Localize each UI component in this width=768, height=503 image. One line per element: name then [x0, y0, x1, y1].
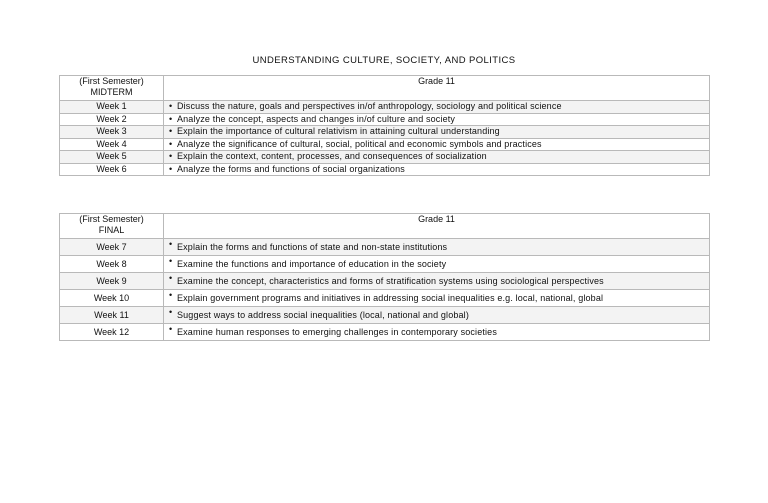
competency-text: Analyze the forms and functions of social organizations [177, 163, 405, 174]
week-row [60, 138, 710, 151]
competency-text: Explain the context, content, processes, and consequences of socialization [177, 151, 487, 162]
learning-competency [164, 307, 710, 324]
competency-text: Examine the concept, characteristics and forms of stratification systems using sociological perspectives [177, 275, 604, 286]
grade-label: Grade 11 [418, 214, 455, 224]
week-label: Week 3 [60, 126, 164, 139]
competency-text: Explain the importance of cultural relativism in attaining cultural understanding [177, 126, 500, 137]
grade-cell [164, 214, 710, 239]
document-title: UNDERSTANDING CULTURE, SOCIETY, AND POLITICS [252, 55, 516, 66]
week-row [60, 324, 710, 341]
week-row [60, 273, 710, 290]
week-label: Week 12 [60, 324, 164, 341]
competency-text: Suggest ways to address social inequalities (local, national and global) [177, 309, 469, 320]
bullet-icon: • [169, 113, 173, 124]
week-label: Week 4 [60, 138, 164, 151]
learning-competency [164, 101, 710, 114]
bullet-icon: • [169, 126, 173, 136]
learning-competency [164, 290, 710, 307]
competency-text: Analyze the concept, aspects and changes in/of culture and society [177, 113, 456, 124]
week-row [60, 126, 710, 139]
learning-competency [164, 273, 710, 290]
term-label: MIDTERM [90, 87, 133, 97]
semester-label: (First Semester) [79, 76, 144, 86]
competency-text: Discuss the nature, goals and perspectives in/of anthropology, sociology and political science [177, 101, 562, 112]
bullet-icon: • [169, 307, 173, 317]
learning-competency [164, 151, 710, 164]
midterm-schedule-table [59, 75, 710, 176]
week-row [60, 163, 710, 176]
learning-competency [164, 163, 710, 176]
week-row [60, 113, 710, 126]
week-label: Week 11 [60, 307, 164, 324]
bullet-icon: • [169, 324, 173, 334]
week-label: Week 8 [60, 256, 164, 273]
bullet-icon: • [169, 138, 173, 149]
week-label: Week 6 [60, 163, 164, 176]
learning-competency [164, 256, 710, 273]
learning-competency [164, 239, 710, 256]
term-label: FINAL [98, 225, 125, 235]
week-row [60, 307, 710, 324]
table-header-row [60, 76, 710, 101]
bullet-icon: • [169, 256, 173, 266]
learning-competency [164, 324, 710, 341]
week-label: Week 5 [60, 151, 164, 164]
bullet-icon: • [169, 163, 173, 174]
week-label: Week 1 [60, 101, 164, 114]
semester-label: (First Semester) [79, 214, 144, 224]
table-header-row [60, 214, 710, 239]
grade-label: Grade 11 [418, 76, 455, 86]
competency-text: Explain government programs and initiatives in addressing social inequalities e.g. local, national, global [177, 292, 604, 303]
grade-cell [164, 76, 710, 101]
bullet-icon: • [169, 290, 173, 300]
learning-competency [164, 113, 710, 126]
week-label: Week 10 [60, 290, 164, 307]
competency-text: Explain the forms and functions of state and non-state institutions [177, 241, 448, 252]
week-label: Week 9 [60, 273, 164, 290]
week-label: Week 7 [60, 239, 164, 256]
bullet-icon: • [169, 239, 173, 249]
semester-term-cell [60, 214, 164, 239]
bullet-icon: • [169, 273, 173, 283]
learning-competency [164, 126, 710, 139]
week-row [60, 101, 710, 114]
semester-term-cell [60, 76, 164, 101]
week-row [60, 151, 710, 164]
competency-text: Analyze the significance of cultural, social, political and economic symbols and practices [177, 138, 542, 149]
learning-competency [164, 138, 710, 151]
final-schedule-table [59, 213, 710, 341]
bullet-icon: • [169, 101, 173, 111]
competency-text: Examine human responses to emerging challenges in contemporary societies [177, 326, 497, 337]
bullet-icon: • [169, 151, 173, 161]
week-row [60, 239, 710, 256]
week-row [60, 256, 710, 273]
week-row [60, 290, 710, 307]
competency-text: Examine the functions and importance of education in the society [177, 258, 447, 269]
week-label: Week 2 [60, 113, 164, 126]
